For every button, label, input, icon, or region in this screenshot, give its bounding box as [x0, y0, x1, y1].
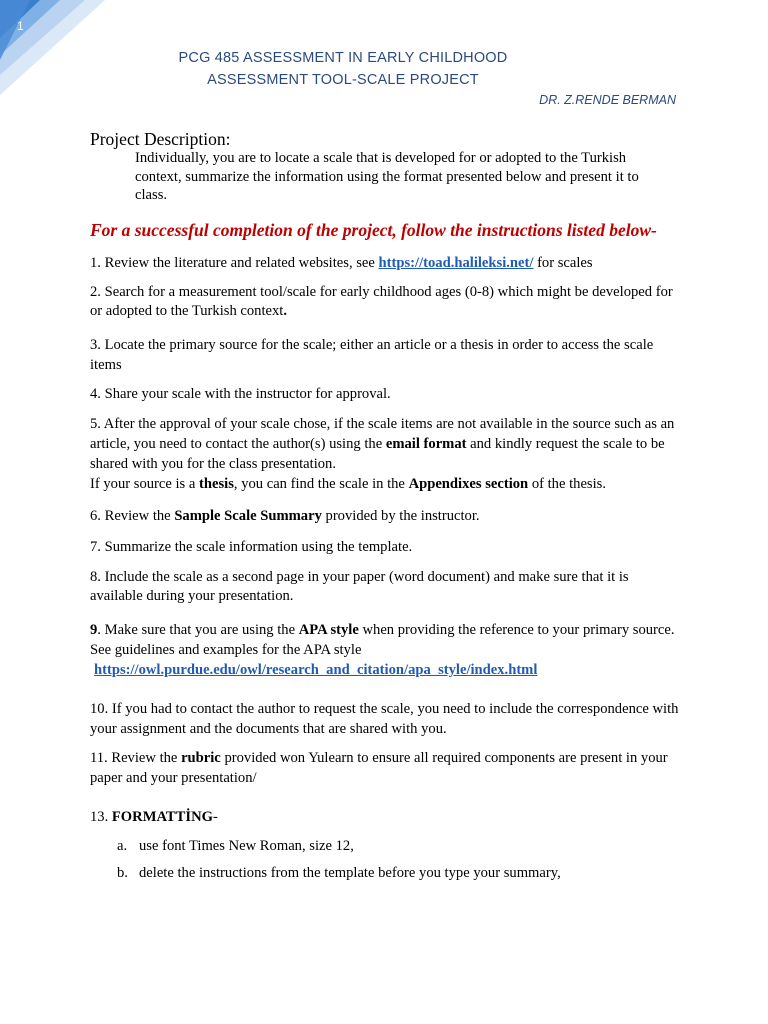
formatting-item-b	[117, 865, 561, 882]
project-description-body: Individually, you are to locate a scale that is developed for or adopted to the Turkish context, summarize the information using the format presented below and present it to class.	[135, 150, 639, 203]
instruction-9-text-2: when providing the reference to your primary source. See guidelines and examples for the APA style	[90, 622, 675, 658]
instruction-11-text: 11. Review the	[90, 750, 182, 766]
instruction-5-text-4: , you can find the scale in the	[233, 476, 409, 492]
instructions-heading: For a successful completion of the project, follow the instructions listed below-	[90, 220, 657, 240]
instruction-5-text: 5. After the approval of your scale chose, if the scale items are not available in the source such as an article, you need to contact the author(s) using the	[90, 416, 675, 452]
page-number: 1	[17, 19, 24, 33]
instruction-1	[90, 253, 682, 273]
heading-text: Project Description	[90, 129, 226, 149]
purdue-owl-link[interactable]: https://owl.purdue.edu/owl/research_and_citation/apa_style/index.html	[94, 662, 538, 678]
instruction-2-period: .	[283, 302, 288, 319]
email-format-term: email format	[385, 436, 467, 452]
instruction-6-tail: provided by the instructor.	[321, 508, 480, 524]
formatting-item-a	[117, 838, 354, 855]
instruction-1-tail: for scales	[533, 255, 593, 271]
instruction-9-number: 9	[90, 622, 98, 638]
formatting-letter: b.	[117, 865, 128, 881]
project-description-heading	[90, 129, 230, 150]
instruction-5-text-3: If your source is a	[90, 476, 200, 492]
instruction-9-text: . Make sure that you are using the	[97, 622, 299, 638]
rubric-term: rubric	[181, 750, 221, 766]
instruction-4: 4. Share your scale with the instructor for approval.	[90, 386, 391, 402]
instruction-2-text: 2. Search for a measurement tool/scale for early childhood ages (0-8) which might be developed for or adopted to the Turkish context	[90, 284, 673, 319]
appendixes-term: Appendixes section	[408, 476, 529, 492]
instruction-13-dash: -	[212, 809, 218, 825]
toad-link[interactable]: https://toad.halileksi.net/	[378, 255, 534, 271]
instruction-6-number: 6	[90, 508, 98, 524]
formatting-letter: a.	[117, 838, 128, 854]
instruction-5	[90, 414, 682, 494]
apa-style-term: APA style	[298, 622, 359, 638]
instruction-8: 8. Include the scale as a second page in your paper (word document) and make sure that it is available during your presentation.	[90, 569, 629, 604]
instruction-13-number: 13.	[90, 809, 112, 825]
author-name: DR. Z.RENDE BERMAN	[539, 93, 676, 107]
instruction-6	[90, 506, 682, 526]
instruction-11	[90, 748, 682, 788]
instruction-5-text-5: of the thesis.	[528, 476, 606, 492]
thesis-term: thesis	[199, 476, 234, 492]
sample-scale-summary-term: Sample Scale Summary	[174, 508, 322, 524]
instruction-9	[90, 620, 682, 680]
instruction-10: 10. If you had to contact the author to request the scale, you need to include the correspondence with your assignment and the documents that are shared with you.	[90, 701, 679, 737]
formatting-text: delete the instructions from the template before you type your summary,	[139, 865, 561, 881]
project-title: ASSESSMENT TOOL-SCALE PROJECT	[207, 72, 479, 88]
formatting-text: use font Times New Roman, size 12,	[139, 838, 354, 854]
instruction-13	[90, 807, 682, 827]
instruction-11-tail: provided won Yulearn to ensure all required components are present in your paper and your presentation/	[90, 750, 668, 786]
instruction-5-text-2: and kindly request the scale to be shared with you for the class presentation.	[90, 436, 665, 472]
formatting-term: FORMATTİNG	[111, 809, 213, 825]
instruction-2	[90, 283, 682, 320]
course-title: PCG 485 ASSESSMENT IN EARLY CHILDHOOD	[178, 50, 508, 66]
instruction-1-text: 1. Review the literature and related websites, see	[90, 255, 379, 271]
instruction-7: 7. Summarize the scale information using the template.	[90, 539, 413, 555]
instruction-3: 3. Locate the primary source for the scale; either an article or a thesis in order to access the scale items	[90, 337, 654, 373]
instruction-6-text: . Review the	[97, 508, 175, 524]
heading-colon: :	[225, 129, 231, 149]
